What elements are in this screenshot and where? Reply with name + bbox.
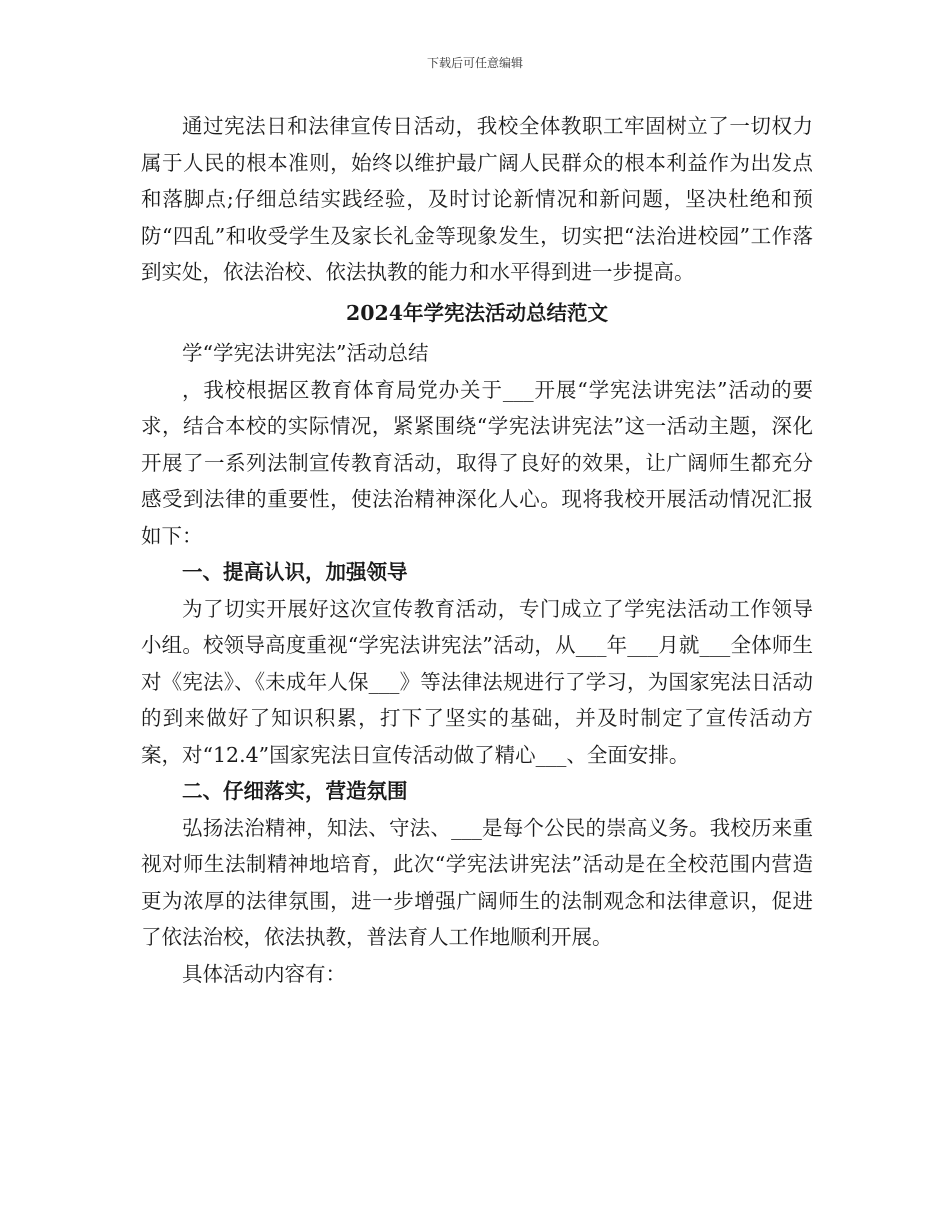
section-heading-1: 一、提高认识，加强领导 bbox=[182, 560, 408, 584]
section-heading-2: 二、仔细落实，营造氛围 bbox=[182, 779, 408, 803]
page-header-note: 下载后可任意编辑 bbox=[426, 56, 523, 70]
paragraph-section-1: 为了切实开展好这次宣传教育活动，专门成立了学宪法活动工作领导小组。校领导高度重视“学宪法讲宪法”活动，从___年___月就___全体师生对《宪法》、《未成年人保___》等法律法规进行了学习，为国家宪法日活动的到来做好了知识积累，打下了坚实的基础，并及时制定了宣传活动方案，对“12.4”国家宪法日宣传活动做了精心___、全面安排。 bbox=[141, 596, 813, 767]
paragraph-activities: 具体活动内容有： bbox=[182, 961, 346, 986]
document-subtitle: 学“学宪法讲宪法”活动总结 bbox=[182, 341, 429, 365]
paragraph-intro: 通过宪法日和法律宣传日活动，我校全体教职工牢固树立了一切权力属于人民的根本准则，始终以维护最广阔人民群众的根本利益作为出发点和落脚点;仔细总结实践经验，及时讨论新情况和新问题，坚决杜绝和预防“四乱”和收受学生及家长礼金等现象发生，切实把“法治进校园”工作落到实处，依法治校、依法执教的能力和水平得到进一步提高。 bbox=[141, 114, 813, 284]
document-body bbox=[141, 108, 813, 992]
paragraph-section-2: 弘扬法治精神，知法、守法、___是每个公民的崇高义务。我校历来重视对师生法制精神地培育，此次“学宪法讲宪法”活动是在全校范围内营造更为浓厚的法律氛围，进一步增强广阔师生的法制观念和法律意识，促进了依法治校，依法执教，普法育人工作地顺利开展。 bbox=[141, 815, 813, 949]
document-title: 2024年学宪法活动总结范文 bbox=[345, 300, 609, 325]
paragraph-overview: ，我校根据区教育体育局党办关于___开展“学宪法讲宪法”活动的要求，结合本校的实际情况，紧紧围绕“学宪法讲宪法”这一活动主题，深化开展了一系列法制宣传教育活动，取得了良好的效果，让广阔师生都充分感受到法律的重要性，使法治精神深化人心。现将我校开展活动情况汇报如下： bbox=[141, 377, 813, 548]
